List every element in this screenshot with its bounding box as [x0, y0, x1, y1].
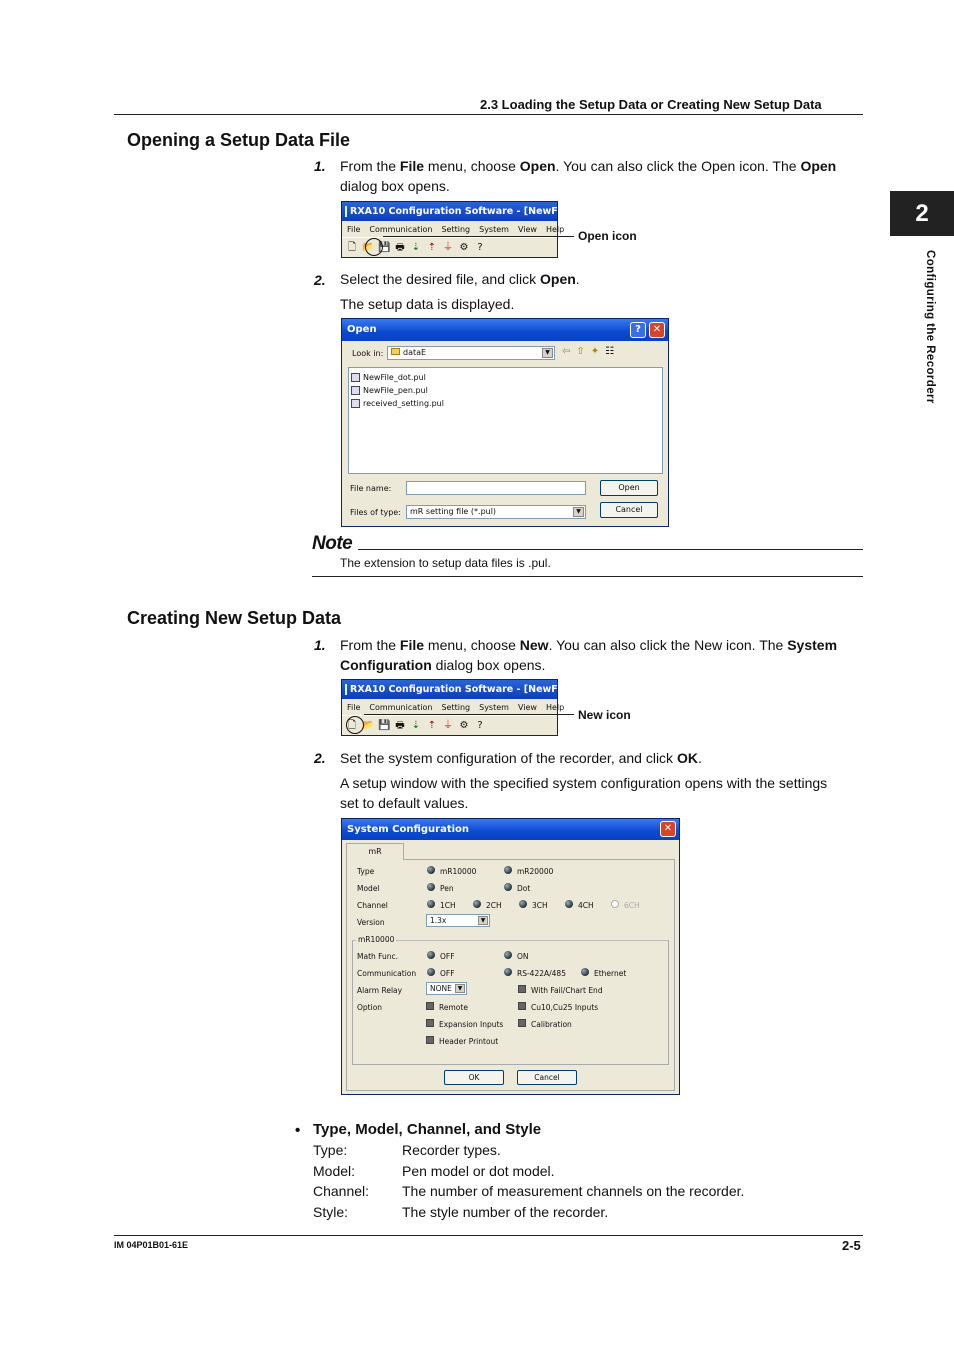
radio-label: OFF	[440, 969, 455, 978]
chevron-down-icon: ▼	[542, 348, 553, 358]
callout-line	[364, 714, 574, 715]
page-number: 2-5	[842, 1238, 861, 1253]
version-label: Version	[357, 918, 385, 927]
header-rule	[114, 114, 863, 115]
step-text: Select the desired file, and click Open.	[340, 271, 580, 287]
radio-label: 3CH	[532, 901, 548, 910]
step-number: 1.	[314, 158, 326, 174]
radio-4ch[interactable]	[565, 900, 573, 908]
close-button[interactable]: ✕	[649, 322, 665, 338]
menu-setting[interactable]: Setting	[441, 702, 471, 712]
math-label: Math Func.	[357, 952, 399, 961]
alarm-relay-select[interactable]: NONE ▼	[426, 982, 467, 995]
file-name-input[interactable]	[406, 481, 586, 495]
mr10000-group	[352, 940, 669, 1065]
help-button[interactable]: ?	[630, 322, 646, 338]
menu-system[interactable]: System	[479, 702, 509, 712]
disconnect-icon[interactable]: ⏚	[443, 719, 453, 731]
receive-icon[interactable]: ⇡	[427, 719, 437, 731]
radio-1ch[interactable]	[427, 900, 435, 908]
open-folder-icon[interactable]: 📂	[362, 719, 375, 731]
note-rule-bottom	[312, 576, 863, 577]
ok-button[interactable]: OK	[444, 1070, 504, 1085]
send-icon[interactable]: ⇣	[411, 241, 421, 253]
note-text: The extension to setup data files is .pul.	[340, 556, 551, 570]
app-icon	[345, 206, 347, 217]
model-label: Model	[357, 884, 380, 893]
list-item[interactable]: NewFile_dot.pul	[351, 371, 660, 384]
menu-help[interactable]: Help	[545, 224, 565, 234]
receive-icon[interactable]: ⇡	[427, 241, 437, 253]
def-term: Channel:	[313, 1183, 370, 1199]
menu-view[interactable]: View	[517, 702, 537, 712]
step-text: From the File menu, choose New. You can also click the New icon. The System Configuration dialog box opens.	[340, 637, 838, 673]
list-item[interactable]: NewFile_pen.pul	[351, 384, 660, 397]
step-text: Set the system configuration of the recorder, and click OK.	[340, 750, 702, 766]
radio-2ch[interactable]	[473, 900, 481, 908]
help-icon[interactable]: ?	[477, 719, 483, 731]
app-icon	[345, 684, 347, 695]
send-icon[interactable]: ⇣	[411, 719, 421, 731]
radio-mr10000[interactable]	[427, 866, 435, 874]
radio-label: mR10000	[440, 867, 477, 876]
chevron-down-icon: ▼	[478, 916, 488, 925]
def-desc: Pen model or dot model.	[402, 1163, 555, 1179]
file-name-label: File name:	[350, 484, 392, 493]
file-list[interactable]	[348, 367, 663, 474]
chevron-down-icon: ▼	[455, 984, 465, 993]
def-term: Type:	[313, 1142, 348, 1158]
bullet-heading: Type, Model, Channel, and Style	[313, 1121, 542, 1138]
radio-6ch	[611, 900, 619, 908]
radio-label: Ethernet	[594, 969, 627, 978]
settings-icon[interactable]: ⚙	[459, 241, 469, 253]
checkbox-label: Expansion Inputs	[439, 1020, 504, 1029]
radio-pen[interactable]	[427, 883, 435, 891]
footer-rule	[114, 1235, 863, 1236]
checkbox-calibration[interactable]	[518, 1019, 526, 1027]
new-folder-icon[interactable]: ✦	[590, 346, 600, 357]
opening-heading: Opening a Setup Data File	[127, 130, 351, 150]
save-icon[interactable]: 💾	[378, 241, 391, 253]
radio-label: 1CH	[440, 901, 456, 910]
open-icon-callout: Open icon	[578, 229, 637, 243]
menu-file[interactable]: File	[347, 702, 361, 712]
creating-heading: Creating New Setup Data	[127, 608, 342, 628]
type-label: Type	[357, 867, 375, 876]
list-item[interactable]: received_setting.pul	[351, 397, 660, 410]
look-in-label: Look in:	[352, 349, 384, 358]
step-number: 2.	[314, 272, 326, 288]
close-button[interactable]: ✕	[660, 821, 676, 837]
open-dialog	[341, 318, 669, 527]
radio-label: RS-422A/485	[517, 969, 566, 978]
radio-label: mR20000	[517, 867, 554, 876]
open-button[interactable]: Open	[600, 480, 658, 496]
file-icon	[351, 386, 360, 395]
step-text: From the File menu, choose Open. You can also click the Open icon. The Open dialog box opens.	[340, 158, 837, 194]
radio-math-off[interactable]	[427, 951, 435, 959]
print-icon[interactable]: 🖶	[395, 719, 405, 731]
callout-line	[383, 236, 574, 237]
open-dialog-title-bar: Open ? ✕	[342, 319, 668, 341]
checkbox-cu-inputs[interactable]	[518, 1002, 526, 1010]
new-icon-highlight	[346, 716, 364, 734]
save-icon[interactable]: 💾	[378, 719, 391, 731]
back-icon[interactable]: ⇦	[562, 346, 571, 357]
open-icon-highlight	[365, 238, 383, 256]
menu-help[interactable]: Help	[545, 702, 565, 712]
new-file-icon[interactable]: 🗋	[347, 241, 357, 253]
cancel-button[interactable]: Cancel	[600, 502, 658, 518]
note-rule-top	[358, 549, 863, 550]
def-term: Style:	[313, 1204, 349, 1220]
chevron-down-icon: ▼	[573, 507, 584, 517]
step-result: The setup data is displayed.	[340, 296, 515, 312]
radio-label: 4CH	[578, 901, 594, 910]
menu-bar	[342, 221, 565, 237]
radio-label: 2CH	[486, 901, 502, 910]
radio-dot[interactable]	[504, 883, 512, 891]
step-number: 2.	[314, 750, 326, 766]
disconnect-icon[interactable]: ⏚	[443, 241, 453, 253]
up-folder-icon[interactable]: ⇧	[576, 346, 585, 357]
system-configuration-dialog	[341, 818, 680, 1095]
sysconf-title-bar: System Configuration ✕	[342, 819, 679, 840]
checkbox-label: With Fail/Chart End	[531, 986, 603, 995]
files-of-type-select[interactable]: mR setting file (*.pul) ▼	[406, 505, 586, 519]
step-result: set to default values.	[340, 795, 469, 811]
look-in-select[interactable]: dataE ▼	[387, 346, 555, 360]
view-menu-icon[interactable]: ☷	[605, 346, 615, 357]
file-icon	[351, 399, 360, 408]
print-icon[interactable]: 🖶	[395, 241, 405, 253]
settings-icon[interactable]: ⚙	[459, 719, 469, 731]
def-desc: Recorder types.	[402, 1142, 501, 1158]
radio-3ch[interactable]	[519, 900, 527, 908]
nav-toolbar	[562, 346, 614, 357]
channel-label: Channel	[357, 901, 388, 910]
app-title-bar: RXA10 Configuration Software - [NewFile	[342, 680, 557, 699]
note-title: Note	[312, 533, 353, 554]
step-number: 1.	[314, 637, 326, 653]
menu-bar	[342, 699, 565, 715]
app-window-screenshot	[341, 679, 571, 736]
radio-rs422[interactable]	[504, 968, 512, 976]
open-folder-icon[interactable]: 📂	[362, 241, 375, 253]
radio-mr20000[interactable]	[504, 866, 512, 874]
checkbox-label: Cu10,Cu25 Inputs	[531, 1003, 599, 1012]
help-icon[interactable]: ?	[477, 241, 483, 253]
app-title-bar: RXA10 Configuration Software - [NewFile	[342, 202, 557, 221]
menu-setting[interactable]: Setting	[441, 224, 471, 234]
cancel-button[interactable]: Cancel	[517, 1070, 577, 1085]
section-header: 2.3 Loading the Setup Data or Creating New Setup Data	[480, 97, 822, 112]
checkbox-label: Remote	[439, 1003, 468, 1012]
new-file-icon[interactable]: 🗋	[347, 719, 357, 731]
step-result: A setup window with the specified system configuration opens with the settings	[340, 775, 828, 791]
radio-label: Pen	[440, 884, 454, 893]
tab-mr[interactable]: mR	[346, 843, 404, 860]
new-icon-callout: New icon	[578, 708, 631, 722]
def-term: Model:	[313, 1163, 356, 1179]
chapter-tab: 2	[890, 191, 954, 236]
checkbox-label: Calibration	[531, 1020, 572, 1029]
menu-system[interactable]: System	[479, 224, 509, 234]
group-label: mR10000	[358, 935, 395, 944]
radio-math-on[interactable]	[504, 951, 512, 959]
menu-view[interactable]: View	[517, 224, 537, 234]
checkbox-label: Header Printout	[439, 1037, 499, 1046]
radio-label: OFF	[440, 952, 455, 961]
checkbox-remote[interactable]	[426, 1002, 434, 1010]
file-icon	[351, 373, 360, 382]
menu-file[interactable]: File	[347, 224, 361, 234]
def-desc: The number of measurement channels on the recorder.	[402, 1183, 745, 1199]
option-label: Option	[357, 1003, 383, 1012]
menu-communication[interactable]: Communication	[369, 224, 433, 234]
toolbar	[342, 715, 557, 735]
checkbox-fail-chart-end[interactable]	[518, 985, 526, 993]
radio-comm-off[interactable]	[427, 968, 435, 976]
chapter-title: Configuring the Recorderr	[924, 250, 936, 404]
files-of-type-label: Files of type:	[350, 508, 401, 517]
bullet-marker: •	[295, 1122, 301, 1139]
radio-label: Dot	[517, 884, 531, 893]
alarm-relay-label: Alarm Relay	[357, 986, 403, 995]
doc-id: IM 04P01B01-61E	[114, 1240, 189, 1250]
radio-label: 6CH	[624, 901, 640, 910]
version-select[interactable]: 1.3x ▼	[426, 914, 490, 927]
checkbox-header-printout[interactable]	[426, 1036, 434, 1044]
def-desc: The style number of the recorder.	[402, 1204, 609, 1220]
radio-label: ON	[517, 952, 529, 961]
radio-ethernet[interactable]	[581, 968, 589, 976]
checkbox-expansion-inputs[interactable]	[426, 1019, 434, 1027]
menu-communication[interactable]: Communication	[369, 702, 433, 712]
communication-label: Communication	[357, 969, 417, 978]
